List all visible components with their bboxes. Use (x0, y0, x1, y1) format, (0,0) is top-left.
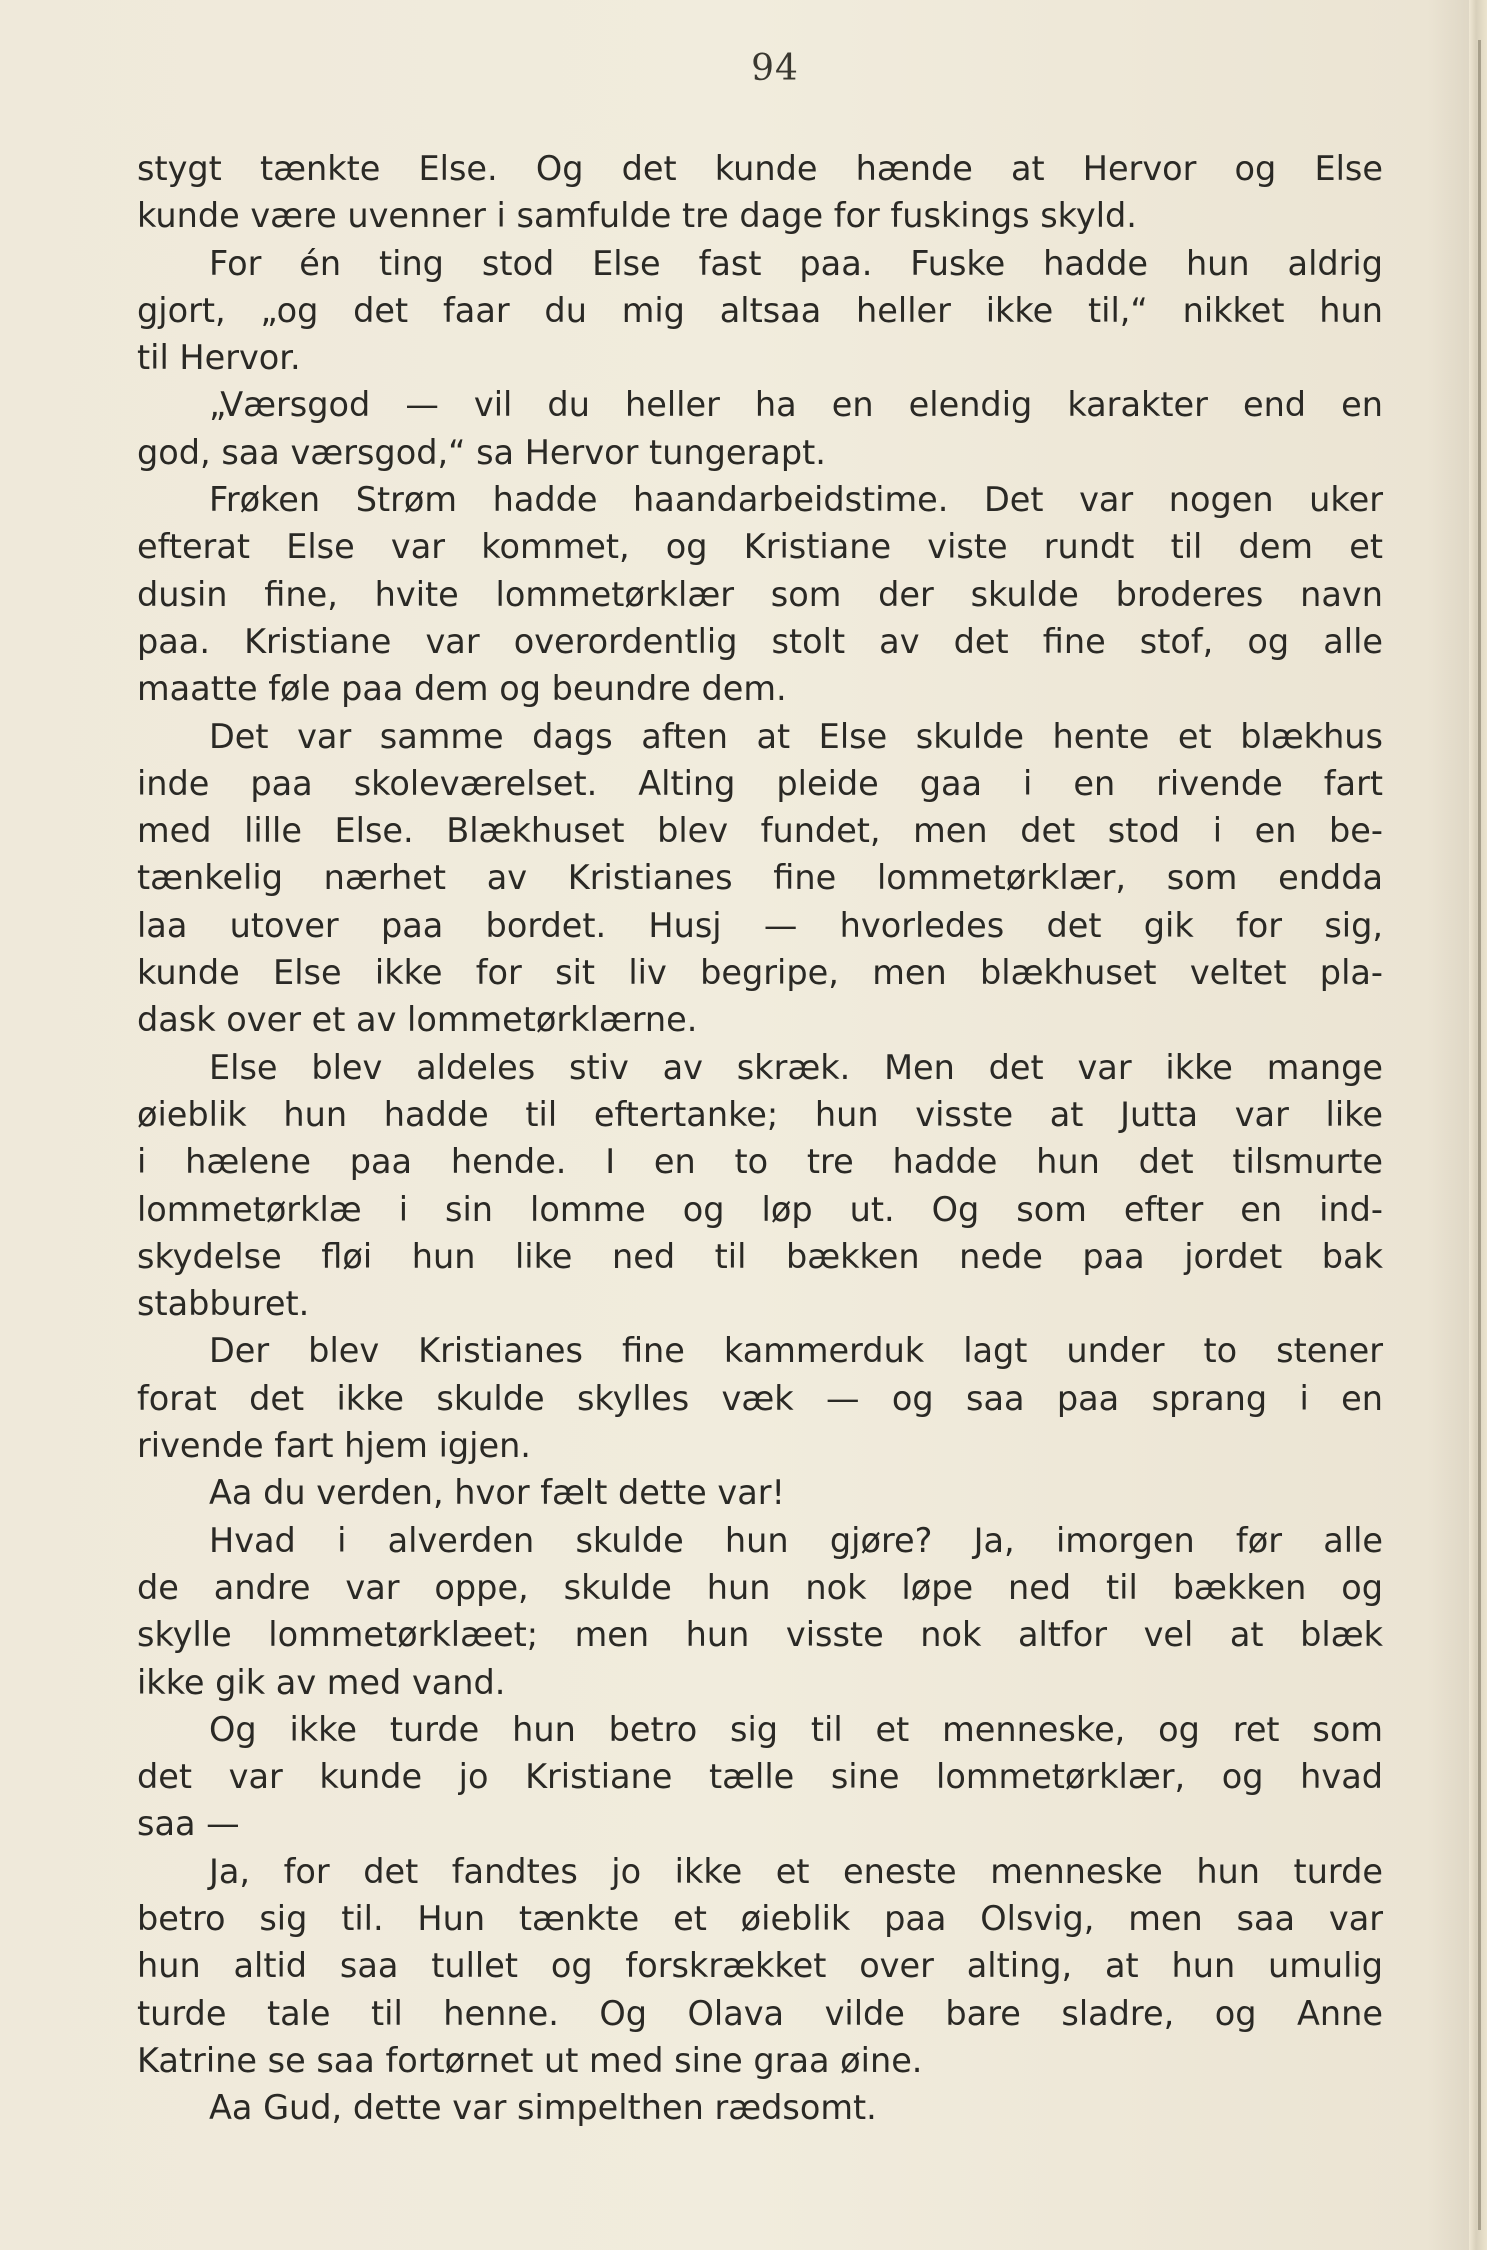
text-line: Der blev Kristianes fine kammerduk lagt under to stener (209, 1331, 1383, 1371)
text-line: med lille Else. Blækhuset blev fundet, men det stod i en be- (137, 811, 1383, 851)
text-line: i hælene paa hende. I en to tre hadde hun det tilsmurte (137, 1142, 1383, 1182)
text-line: laa utover paa bordet. Husj — hvorledes det gik for sig, (137, 905, 1383, 945)
text-line: kunde Else ikke for sit liv begripe, men blækhuset veltet pla- (137, 953, 1383, 993)
text-line: lommetørklæ i sin lomme og løp ut. Og som efter en ind- (137, 1189, 1383, 1229)
text-line: hun altid saa tullet og forskrækket over alting, at hun umulig (137, 1946, 1383, 1986)
text-line: stygt tænkte Else. Og det kunde hænde at Hervor og Else (137, 149, 1383, 188)
text-line: Ja, for det fandtes jo ikke et eneste menneske hun turde (209, 1851, 1383, 1891)
text-line: efterat Else var kommet, og Kristiane viste rundt til dem et (137, 527, 1383, 567)
text-line: maatte føle paa dem og beundre dem. (137, 669, 787, 709)
text-line: det var kunde jo Kristiane tælle sine lommetørklær, og hvad (137, 1757, 1383, 1797)
text-line: turde tale til henne. Og Olava vilde bare sladre, og Anne (137, 1993, 1383, 2033)
text-line: For én ting stod Else fast paa. Fuske hadde hun aldrig (209, 243, 1383, 283)
text-line: skylle lommetørklæet; men hun visste nok altfor vel at blæk (137, 1615, 1383, 1655)
text-line: inde paa skoleværelset. Alting pleide gaa i en rivende fart (137, 763, 1383, 803)
page-number: 94 (751, 48, 799, 89)
text-line: til Hervor. (137, 338, 301, 378)
text-line: betro sig til. Hun tænkte et øieblik paa Olsvig, men saa var (137, 1898, 1383, 1938)
text-line: Aa Gud, dette var simpelthen rædsomt. (209, 2088, 877, 2128)
page-edge (1469, 0, 1487, 2250)
text-line: Aa du verden, hvor fælt dette var! (209, 1473, 785, 1513)
text-line: tænkelig nærhet av Kristianes fine lommetørklær, som endda (137, 858, 1383, 898)
text-line: de andre var oppe, skulde hun nok løpe ned til bækken og (137, 1567, 1383, 1607)
text-line: Else blev aldeles stiv av skræk. Men det var ikke mange (209, 1047, 1383, 1087)
body-text (137, 145, 1383, 2131)
text-line: kunde være uvenner i samfulde tre dage for fuskings skyld. (137, 196, 1137, 236)
text-line: ikke gik av med vand. (137, 1662, 506, 1702)
page-edge-line (1478, 40, 1481, 2230)
text-line: Hvad i alverden skulde hun gjøre? Ja, imorgen før alle (209, 1520, 1383, 1560)
text-line: gjort, „og det faar du mig altsaa heller ikke til,“ nikket hun (137, 290, 1383, 330)
text-line: paa. Kristiane var overordentlig stolt av det fine stof, og alle (137, 621, 1383, 661)
text-line: Og ikke turde hun betro sig til et menneske, og ret som (209, 1709, 1383, 1749)
text-line: Frøken Strøm hadde haandarbeidstime. Det var nogen uker (209, 480, 1383, 520)
text-line: „Værsgod — vil du heller ha en elendig karakter end en (209, 385, 1383, 425)
text-line: saa — (137, 1804, 240, 1844)
text-line: skydelse fløi hun like ned til bækken nede paa jordet bak (137, 1236, 1383, 1276)
text-line: Katrine se saa fortørnet ut med sine graa øine. (137, 2040, 923, 2080)
text-line: stabburet. (137, 1284, 310, 1324)
text-line: god, saa værsgod,“ sa Hervor tungerapt. (137, 432, 826, 472)
text-line: rivende fart hjem igjen. (137, 1426, 531, 1466)
text-line: øieblik hun hadde til eftertanke; hun visste at Jutta var like (137, 1094, 1383, 1134)
text-line: dask over et av lommetørklærne. (137, 1000, 698, 1040)
text-line: dusin fine, hvite lommetørklær som der skulde broderes navn (137, 574, 1383, 614)
text-line: Det var samme dags aften at Else skulde hente et blækhus (209, 716, 1383, 756)
text-line: forat det ikke skulde skylles væk — og saa paa sprang i en (137, 1378, 1383, 1418)
